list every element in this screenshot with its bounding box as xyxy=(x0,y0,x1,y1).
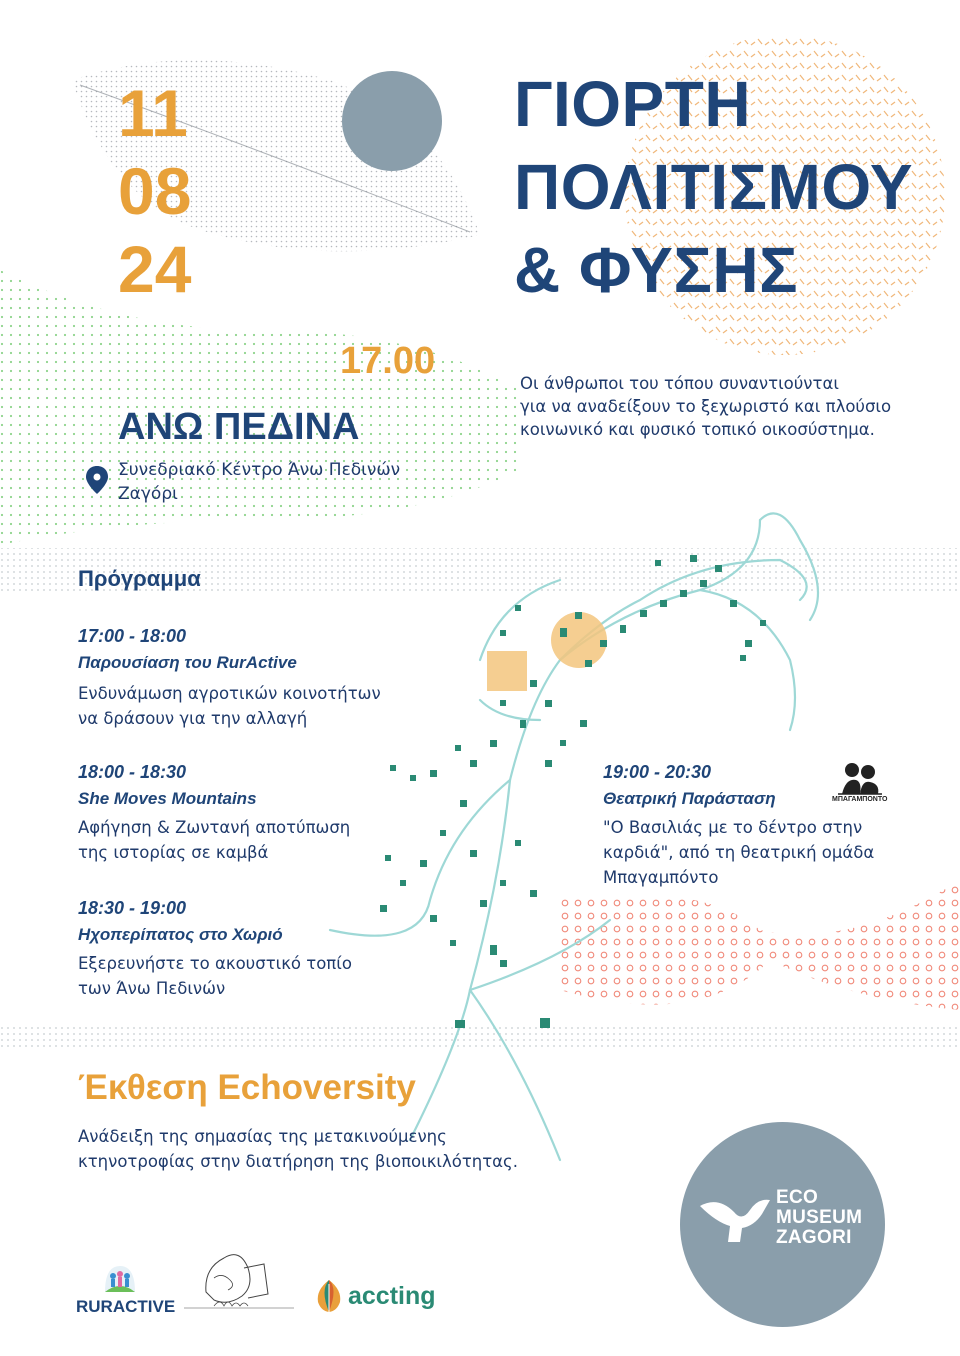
program-item-title: Ηχοπερίπατος στο Χωριό xyxy=(78,925,283,944)
intro-text xyxy=(520,372,940,441)
event-start-time: 17.00 xyxy=(340,340,436,382)
program-item-title: Θεατρική Παράσταση xyxy=(603,789,776,808)
ecomuseum-line-2: MUSEUM xyxy=(776,1207,863,1228)
theatre-group-logo xyxy=(838,760,882,796)
ecomuseum-line-1: ECO xyxy=(776,1187,819,1208)
ruractive-logo-icon xyxy=(102,1262,138,1294)
exhibition-desc-line-2: κτηνοτροφίας στην διατήρηση της βιοποικιλότητας. xyxy=(78,1152,518,1171)
intro-line-1: Οι άνθρωποι του τόπου συναντιούνται xyxy=(520,374,839,393)
program-item-time: 18:30 - 19:00 xyxy=(78,898,187,918)
program-item-time: 18:00 - 18:30 xyxy=(78,762,187,782)
exhibition-description xyxy=(78,1124,578,1174)
program-item-desc: καρδιά", από τη θεατρική ομάδα xyxy=(603,843,875,862)
exhibition-title: Έκθεση Echoversity xyxy=(78,1068,416,1107)
program-item-desc: Εξερευνήστε το ακουστικό τοπίο xyxy=(78,954,352,973)
program-item-desc: της ιστορίας σε καμβά xyxy=(78,843,269,862)
program-item-desc: των Άνω Πεδινών xyxy=(78,979,226,998)
date-year: 24 xyxy=(118,232,192,306)
program-item-desc: να δράσουν για την αλλαγή xyxy=(78,709,308,728)
intro-line-3: κοινωνικό και φυσικό τοπικό οικοσύστημα. xyxy=(520,420,875,439)
venue-line-2: Ζαγόρι xyxy=(118,484,178,504)
venue-line-1: Συνεδριακό Κέντρο Άνω Πεδινών xyxy=(118,460,401,480)
program-item-title: She Moves Mountains xyxy=(78,789,257,808)
date-month: 08 xyxy=(118,154,192,228)
accting-leaf-icon xyxy=(314,1278,344,1314)
title-line-3: & ΦΥΣΗΣ xyxy=(514,234,798,306)
program-heading: Πρόγραμμα xyxy=(78,566,201,591)
title-line-2: ΠΟΛΙΤΙΣΜΟΥ xyxy=(514,151,914,223)
program-item-time: 19:00 - 20:30 xyxy=(603,762,712,782)
theatre-logo-text: ΜΠΑΓΑΜΠΟΝΤΟ xyxy=(832,796,888,803)
program-item-desc: Αφήγηση & Ζωντανή αποτύπωση xyxy=(78,818,351,837)
program-item-desc: Ενδυνάμωση αγροτικών κοινοτήτων xyxy=(78,684,381,703)
place-name: ΑΝΩ ΠΕΔΙΝΑ xyxy=(118,406,360,448)
program-item-time: 17:00 - 18:00 xyxy=(78,626,187,646)
exhibition-desc-line-1: Ανάδειξη της σημασίας της μετακινούμενης xyxy=(78,1127,447,1146)
venue-address xyxy=(118,458,438,506)
intro-line-2: για να αναδείξουν το ξεχωριστό και πλούσιο xyxy=(520,397,892,416)
program-item-desc: "Ο Βασιλιάς με το δέντρο στην xyxy=(603,818,863,837)
ecomuseum-logo xyxy=(680,1122,885,1327)
program-item-title: Παρουσίαση του RurActive xyxy=(78,653,297,672)
title-line-1: ΓΙΟΡΤΗ xyxy=(514,68,752,140)
ruractive-logo-text: RURACTIVE xyxy=(76,1297,176,1316)
ecomuseum-line-3: ZAGORI xyxy=(776,1227,852,1248)
program-item-desc: Μπαγαμπόντο xyxy=(603,868,719,887)
ecomuseum-mark-icon xyxy=(698,1192,772,1244)
she-moves-mountains-logo xyxy=(184,1238,294,1318)
accting-logo-text: accting xyxy=(348,1282,436,1310)
ecomuseum-text xyxy=(776,1188,862,1248)
date-day: 11 xyxy=(118,76,188,150)
